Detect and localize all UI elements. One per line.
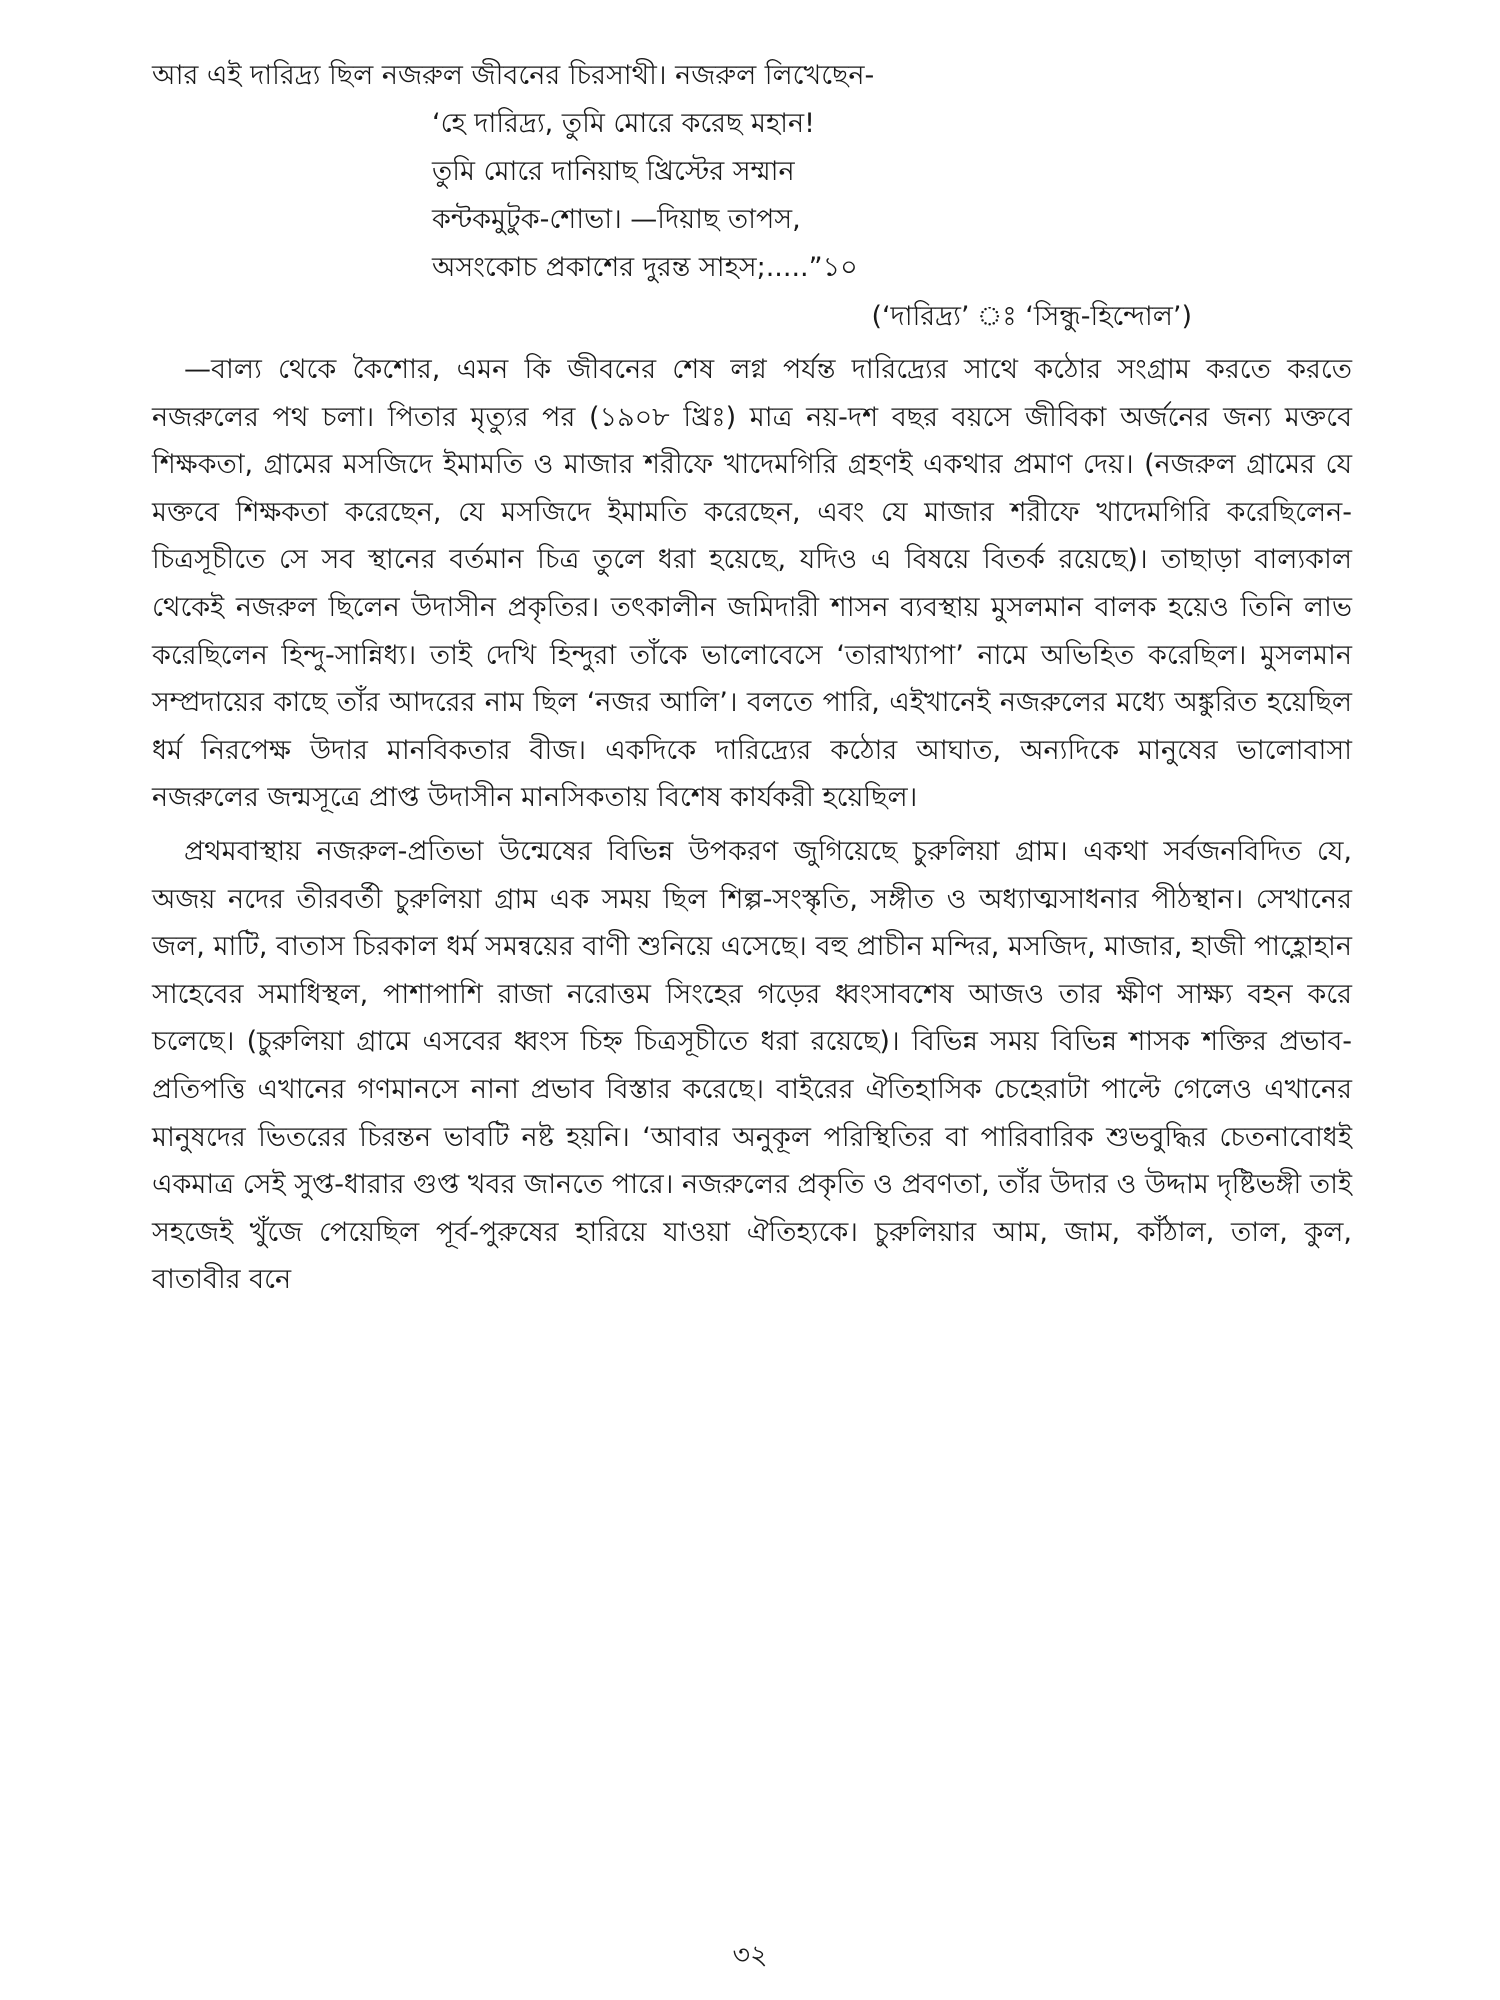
poem-line: তুমি মোরে দানিয়াছ খ্রিস্টের সম্মান (432, 156, 795, 187)
page-number: ৩২ (732, 1940, 768, 1971)
poem-source: (‘দারিদ্র্য’ ঃ ‘সিন্ধু-হিন্দোল’) (871, 301, 1192, 332)
document-page (152, 52, 1352, 1952)
body-paragraph: প্রথমবাস্থায় নজরুল-প্রতিভা উন্মেষের বিভিন্ন উপকরণ জুগিয়েছে চুরুলিয়া গ্রাম। একথা সর্বজনবিদিত যে, অজয় নদের তীরবর্তী চুরুলিয়া গ্রাম এক সময় ছিল শিল্প-সংস্কৃতি, সঙ্গীত ও অধ্যাত্মসাধনার পীঠস্থান। সেখানের জল, মাটি, বাতাস চিরকাল ধর্ম সমন্বয়ের বাণী শুনিয়ে এসেছে। বহু প্রাচীন মন্দির, মসজিদ, মাজার, হাজী পাহ্লোহান সাহেবের সমাধিস্থল, পাশাপাশি রাজা নরোত্তম সিংহের গড়ের ধ্বংসাবশেষ আজও তার ক্ষীণ সাক্ষ্য বহন করে চলেছে। (চুরুলিয়া গ্রামে এসবের ধ্বংস চিহ্ন চিত্রসূচীতে ধরা রয়েছে)। বিভিন্ন সময় বিভিন্ন শাসক শক্তির প্রভাব-প্রতিপত্তি এখানের গণমানসে নানা প্রভাব বিস্তার করেছে। বাইরের ঐতিহাসিক চেহেরাটা পাল্টে গেলেও এখানের মানুষদের ভিতরের চিরন্তন ভাবটি নষ্ট হয়নি। ‘আবার অনুকূল পরিস্থিতির বা পারিবারিক শুভবুদ্ধির চেতনাবোধই একমাত্র সেই সুপ্ত-ধারার গুপ্ত খবর জানতে পারে। নজরুলের প্রকৃতি ও প্রবণতা, তাঁর উদার ও উদ্দাম দৃষ্টিভঙ্গী তাই সহজেই খুঁজে পেয়েছিল পূর্ব-পুরুষের হারিয়ে যাওয়া ঐতিহ্যকে। চুরুলিয়ার আম, জাম, কাঁঠাল, তাল, কুল, বাতাবীর বনে (152, 835, 1352, 1296)
poem-line: কন্টকমুটুক-শোভা। —দিয়াছ তাপস, (432, 204, 801, 235)
poem-line: ‘হে দারিদ্র্য, তুমি মোরে করেছ মহান! (432, 108, 815, 139)
poem-quote (152, 100, 1352, 292)
poem-line: অসংকোচ প্রকাশের দুরন্ত সাহস;.....”১০ (432, 252, 858, 283)
body-paragraph: —বাল্য থেকে কৈশোর, এমন কি জীবনের শেষ লগ্ন পর্যন্ত দারিদ্র্যের সাথে কঠোর সংগ্রাম করতে করতে নজরুলের পথ চলা। পিতার মৃত্যুর পর (১৯০৮ খ্রিঃ) মাত্র নয়-দশ বছর বয়সে জীবিকা অর্জনের জন্য মক্তবে শিক্ষকতা, গ্রামের মসজিদে ইমামতি ও মাজার শরীফে খাদেমগিরি গ্রহণই একথার প্রমাণ দেয়। (নজরুল গ্রামের যে মক্তবে শিক্ষকতা করেছেন, যে মসজিদে ইমামতি করেছেন, এবং যে মাজার শরীফে খাদেমগিরি করেছিলেন-চিত্রসূচীতে সে সব স্থানের বর্তমান চিত্র তুলে ধরা হয়েছে, যদিও এ বিষয়ে বিতর্ক রয়েছে)। তাছাড়া বাল্যকাল থেকেই নজরুল ছিলেন উদাসীন প্রকৃতির। তৎকালীন জমিদারী শাসন ব্যবস্থায় মুসলমান বালক হয়েও তিনি লাভ করেছিলেন হিন্দু-সান্নিধ্য। তাই দেখি হিন্দুরা তাঁকে ভালোবেসে ‘তারাখ্যাপা’ নামে অভিহিত করেছিল। মুসলমান সম্প্রদায়ের কাছে তাঁর আদরের নাম ছিল ‘নজর আলি’। বলতে পারি, এইখানেই নজরুলের মধ্যে অঙ্কুরিত হয়েছিল ধর্ম নিরপেক্ষ উদার মানবিকতার বীজ। একদিকে দারিদ্র্যের কঠোর আঘাত, অন্যদিকে মানুষের ভালোবাসা নজরুলের জন্মসূত্রে প্রাপ্ত উদাসীন মানসিকতায় বিশেষ কার্যকরী হয়েছিল। (152, 354, 1352, 814)
intro-line: আর এই দারিদ্র্য ছিল নজরুল জীবনের চিরসাথী। নজরুল লিখেছেন- (152, 60, 875, 91)
